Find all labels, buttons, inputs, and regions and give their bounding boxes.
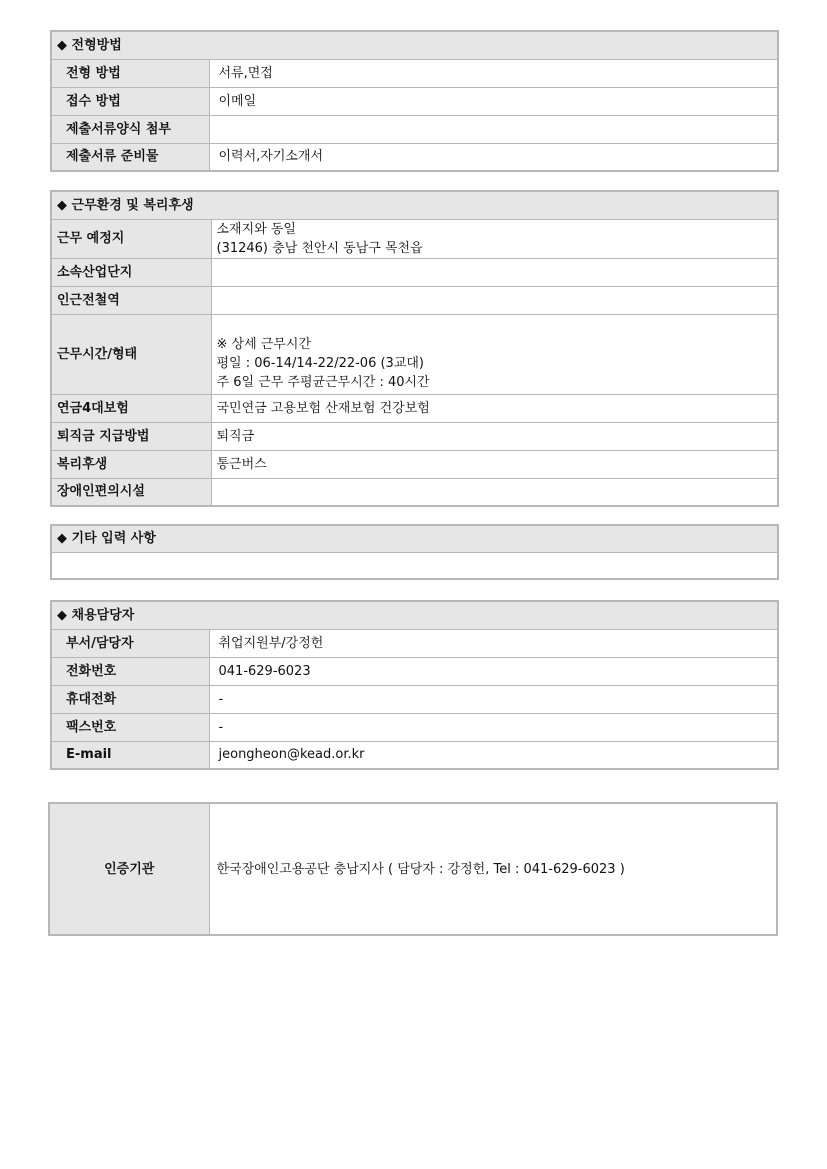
selection-method-value: 서류,면접 — [209, 59, 778, 87]
fax-label: 팩스번호 — [51, 713, 209, 741]
industrial-complex-label: 소속산업단지 — [51, 258, 211, 286]
work-hours-label: 근무시간/형태 — [51, 314, 211, 394]
work-location-value — [211, 219, 778, 258]
severance-value: 퇴직금 — [211, 422, 778, 450]
certification-value: 한국장애인고용공단 충남지사 ( 담당자 : 강정헌, Tel : 041-629-6023 ) — [209, 803, 777, 935]
nearby-station-label: 인근전철역 — [51, 286, 211, 314]
application-method-value: 이메일 — [209, 87, 778, 115]
other-info-value — [51, 552, 778, 579]
document-form-label: 제출서류양식 첨부 — [51, 115, 209, 143]
work-location-label: 근무 예정지 — [51, 219, 211, 258]
insurance-label: 연금4대보험 — [51, 394, 211, 422]
fax-value: - — [209, 713, 778, 741]
work-hours-line-2: 평일 : 06-14/14-22/22-06 (3교대) — [216, 355, 425, 371]
certification-label: 인증기관 — [49, 803, 209, 935]
industrial-complex-value — [211, 258, 778, 286]
documents-required-label: 제출서류 준비물 — [51, 143, 209, 171]
contact-person-label: 부서/담당자 — [51, 629, 209, 657]
disability-facilities-label: 장애인편의시설 — [51, 478, 211, 506]
phone-label: 전화번호 — [51, 657, 209, 685]
mobile-value: - — [209, 685, 778, 713]
workplace-benefits-table — [50, 190, 779, 507]
email-label: E-mail — [51, 741, 209, 769]
nearby-station-value — [211, 286, 778, 314]
phone-value: 041-629-6023 — [209, 657, 778, 685]
other-info-title: ◆ 기타 입력 사항 — [51, 525, 778, 552]
selection-method-title: ◆ 전형방법 — [51, 31, 778, 59]
work-hours-value — [211, 314, 778, 394]
certification-table — [48, 802, 778, 936]
mobile-label: 휴대전화 — [51, 685, 209, 713]
other-info-table — [50, 524, 779, 580]
insurance-value: 국민연금 고용보험 산재보험 건강보험 — [211, 394, 778, 422]
contact-title: ◆ 채용담당자 — [51, 601, 778, 629]
work-location-line-2: (31246) 충남 천안시 동남구 목천읍 — [216, 240, 423, 256]
severance-label: 퇴직금 지급방법 — [51, 422, 211, 450]
work-hours-line-1: ※ 상세 근무시간 — [216, 336, 312, 352]
contact-table — [50, 600, 779, 770]
selection-method-label: 전형 방법 — [51, 59, 209, 87]
disability-facilities-value — [211, 478, 778, 506]
selection-method-table — [50, 30, 779, 172]
contact-person-value: 취업지원부/강정헌 — [209, 629, 778, 657]
welfare-value: 통근버스 — [211, 450, 778, 478]
work-location-line-1: 소재지와 동일 — [216, 221, 296, 237]
welfare-label: 복리후생 — [51, 450, 211, 478]
application-method-label: 접수 방법 — [51, 87, 209, 115]
document-form-value — [209, 115, 778, 143]
workplace-benefits-title: ◆ 근무환경 및 복리후생 — [51, 191, 778, 219]
email-value: jeongheon@kead.or.kr — [209, 741, 778, 769]
work-hours-line-3: 주 6일 근무 주평균근무시간 : 40시간 — [216, 374, 430, 390]
documents-required-value: 이력서,자기소개서 — [209, 143, 778, 171]
